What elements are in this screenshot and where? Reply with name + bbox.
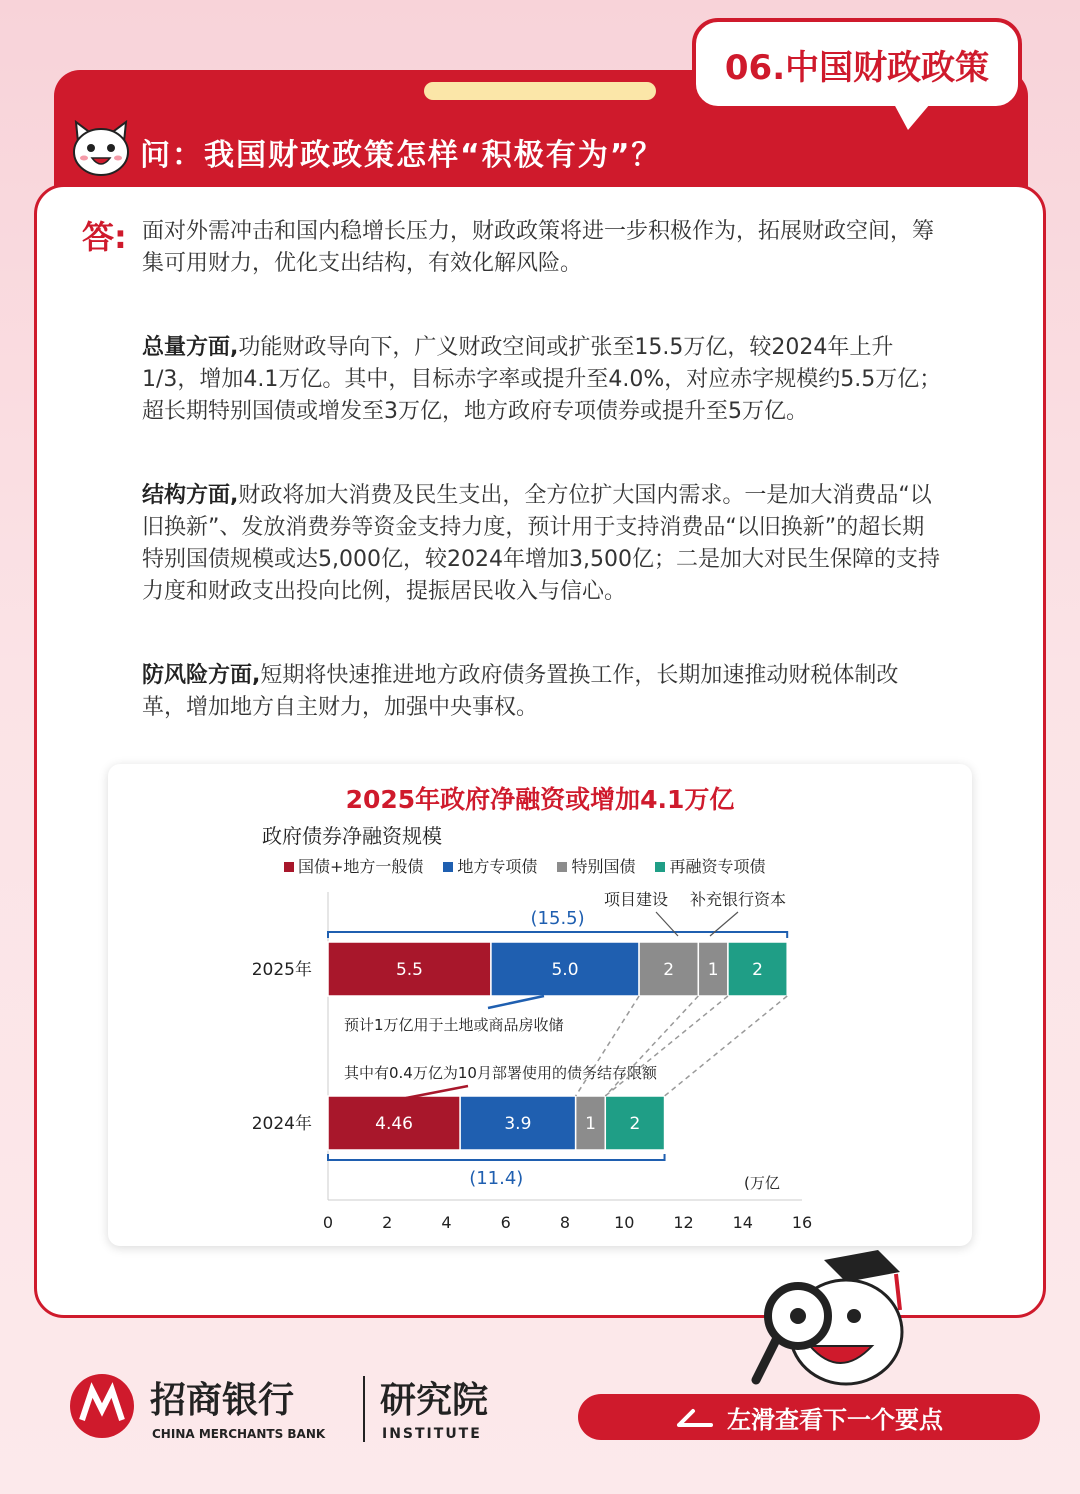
section-title: 总量方面, — [142, 335, 239, 360]
answer-intro: 面对外需冲击和国内稳增长压力，财政政策将进一步积极作为，拓展财政空间，筹集可用财力，优化支出结构，有效化解风险。 — [142, 219, 935, 276]
legend-item: 再融资专项债 — [655, 854, 765, 877]
institute-name-en: INSTITUTE — [382, 1426, 482, 1442]
x-tick-label: 10 — [614, 1213, 635, 1232]
total-brace — [328, 1154, 665, 1160]
question-title: 问：我国财政政策怎样“积极有为”？ — [140, 138, 664, 173]
section-title: 防风险方面, — [142, 663, 261, 688]
section-body: 功能财政导向下，广义财政空间或扩张至15.5万亿，较2024年上升1/3，增加4.1万亿。其中，目标赤字率或提升至4.0%，对应赤字规模约5.5万亿；超长期特别国债或增发至3万亿，地方政府专项债券或提升至5万亿。 — [142, 335, 942, 424]
annotation-bank: 补充银行资本 — [690, 890, 787, 909]
bar-value-label: 2 — [752, 960, 763, 980]
answer-mark: 答: — [82, 218, 127, 256]
x-tick-label: 14 — [732, 1213, 753, 1232]
x-tick-label: 0 — [322, 1213, 334, 1232]
section-risk — [142, 660, 942, 724]
annotation-project: 项目建设 — [604, 890, 669, 909]
annotation-quota: 其中有0.4万亿为10月部署使用的债务结存限额 — [344, 1064, 657, 1082]
unit-label: (万亿 — [744, 1174, 780, 1192]
swipe-label: 左滑查看下一个要点 — [727, 1405, 943, 1434]
bar-value-label: 3.9 — [504, 1114, 532, 1134]
section-total — [142, 332, 942, 428]
bar-value-label: 5.0 — [551, 960, 579, 980]
total-label: (11.4) — [469, 1168, 524, 1189]
x-tick-label: 12 — [673, 1213, 694, 1232]
swipe-arrow-icon — [675, 1407, 715, 1427]
section-structure — [142, 480, 942, 608]
drag-handle[interactable] — [424, 82, 656, 100]
category-label: 2024年 — [251, 1114, 312, 1134]
bar-value-label: 5.5 — [395, 960, 423, 980]
brand-logo — [68, 1370, 528, 1450]
x-tick-label: 16 — [791, 1213, 813, 1232]
institute-name-cn: 研究院 — [380, 1380, 489, 1421]
category-label: 2025年 — [251, 960, 312, 980]
cat-mascot-icon — [70, 120, 132, 178]
tag-tail — [894, 104, 930, 130]
x-tick-label: 8 — [559, 1213, 571, 1232]
legend-item: 特别国债 — [557, 854, 635, 877]
chart-panel — [108, 764, 972, 1246]
swipe-next-button[interactable] — [578, 1394, 1040, 1440]
x-tick-label: 6 — [500, 1213, 511, 1232]
section-body: 短期将快速推进地方政府债务置换工作，长期加速推动财税体制改革，增加地方自主财力，加强中央事权。 — [142, 663, 899, 720]
bar-value-label: 4.46 — [375, 1114, 413, 1134]
bar-chart — [108, 764, 972, 1246]
annotation-land: 预计1万亿用于土地或商品房收储 — [344, 1016, 564, 1034]
section-title: 结构方面, — [142, 483, 239, 508]
bar-value-label: 2 — [629, 1114, 641, 1134]
connector-line — [665, 996, 788, 1096]
x-tick-label: 4 — [441, 1213, 452, 1232]
chart-title: 2025年政府净融资或增加4.1万亿 — [345, 785, 735, 814]
legend-item: 国债+地方一般债 — [284, 854, 423, 877]
mascot-icon — [750, 1250, 910, 1400]
bar-value-label: 1 — [707, 960, 719, 980]
section-tag: 06.中国财政政策 — [692, 18, 1022, 110]
bar-value-label: 1 — [585, 1114, 596, 1134]
annotation-arrow — [488, 996, 544, 1008]
bar-value-label: 2 — [663, 960, 675, 980]
section-body: 财政将加大消费及民生支出，全方位扩大国内需求。一是加大消费品“以旧换新”、发放消费券等资金支持力度，预计用于支持消费品“以旧换新”的超长期特别国债规模或达5,000亿，较2024年增加3,500亿；二是加大对民生保障的支持力度和财政支出投向比例，提振居民收入与信心。 — [142, 483, 940, 604]
total-label: (15.5) — [530, 908, 585, 929]
total-brace — [328, 932, 787, 938]
bank-name-cn: 招商银行 — [150, 1380, 295, 1421]
legend-item: 地方专项债 — [443, 854, 537, 877]
bank-name-en: CHINA MERCHANTS BANK — [152, 1427, 326, 1441]
chart-subtitle: 政府债券净融资规模 — [262, 824, 442, 848]
connector-line — [605, 996, 728, 1096]
x-tick-label: 2 — [382, 1213, 393, 1232]
